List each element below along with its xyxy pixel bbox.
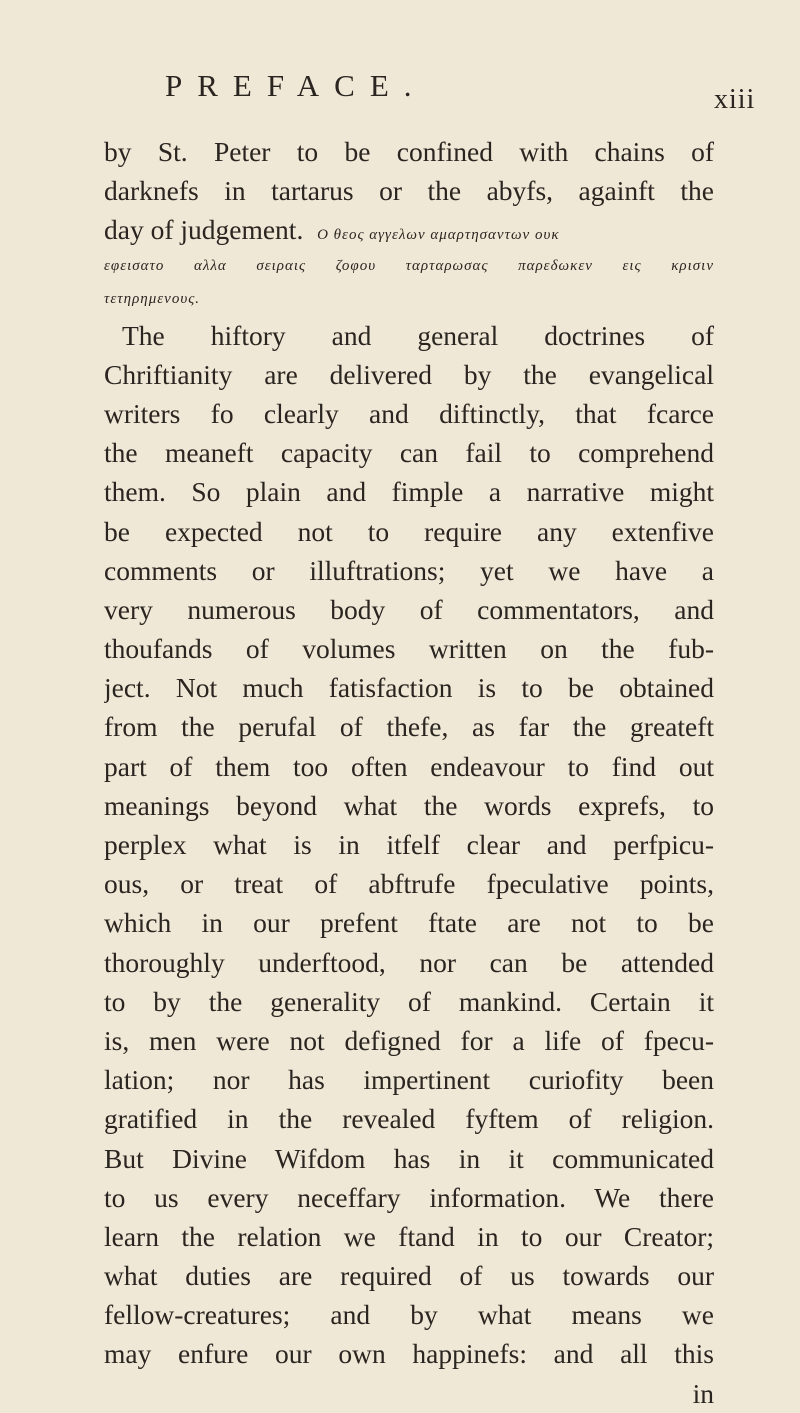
text-line: the meaneft capacity can fail to comprehend (104, 437, 714, 469)
text-line: writers fo clearly and diftinctly, that fcarce (104, 397, 714, 429)
text-line: from the perufal of thefe, as far the greateft (104, 711, 714, 743)
text-line-with-greek (104, 210, 714, 249)
text-line: lation; nor has impertinent curiofity been (104, 1064, 714, 1096)
text-line: what duties are required of us towards our (104, 1260, 714, 1292)
text-line: fellow-creatures; and by what means we (104, 1299, 714, 1331)
text-line: may enfure our own happinefs: and all this (104, 1338, 714, 1370)
text-line: learn the relation we ftand in to our Creator; (104, 1220, 714, 1252)
text-line: by St. Peter to be confined with chains of (104, 136, 714, 167)
text-line: meanings beyond what the words exprefs, to (104, 789, 714, 821)
text-line: perplex what is in itfelf clear and perfpicu- (104, 829, 714, 860)
text-line: gratified in the revealed fyftem of religion. (104, 1103, 714, 1135)
catchword: in (692, 1377, 714, 1409)
text-line: ous, or treat of abftrufe fpeculative points, (104, 868, 714, 900)
text-line: which in our prefent ftate are not to be (104, 907, 714, 939)
text-line: day of judgement. (104, 214, 304, 246)
running-header: PREFACE. (165, 68, 427, 103)
text-line: to by the generality of mankind. Certain it (104, 985, 714, 1017)
text-line: comments or illuftrations; yet we have a (104, 554, 714, 586)
greek-quotation-line: εφεισατο αλλα σειραις ζοφου ταρταρωσας παρεδωκεν εις κρισιν (104, 257, 714, 274)
greek-quotation: Ο θεος αγγελων αμαρτησαντων ουκ (317, 227, 560, 244)
page-number: xiii (714, 84, 756, 115)
text-line: to us every neceffary information. We there (104, 1181, 714, 1213)
text-line: But Divine Wifdom has in it communicated (104, 1142, 714, 1174)
text-line: darknefs in tartarus or the abyfs, againft the (104, 175, 714, 207)
text-line: Chriftianity are delivered by the evangelical (104, 358, 714, 390)
text-line: thoroughly underftood, nor can be attended (104, 946, 714, 978)
body-text (104, 132, 714, 1413)
text-line: very numerous body of commentators, and (104, 593, 714, 625)
text-line: part of them too often endeavour to find out (104, 750, 714, 782)
text-line: is, men were not defigned for a life of fpecu- (104, 1024, 714, 1056)
text-line: ject. Not much fatisfaction is to be obtained (104, 672, 714, 704)
text-line: The hiftory and general doctrines of (122, 319, 714, 351)
greek-quotation-line: τετηρημενους. (104, 290, 201, 307)
text-line: be expected not to require any extenfive (104, 515, 714, 547)
text-line: them. So plain and fimple a narrative might (104, 476, 714, 508)
text-line: thoufands of volumes written on the fub- (104, 633, 714, 665)
